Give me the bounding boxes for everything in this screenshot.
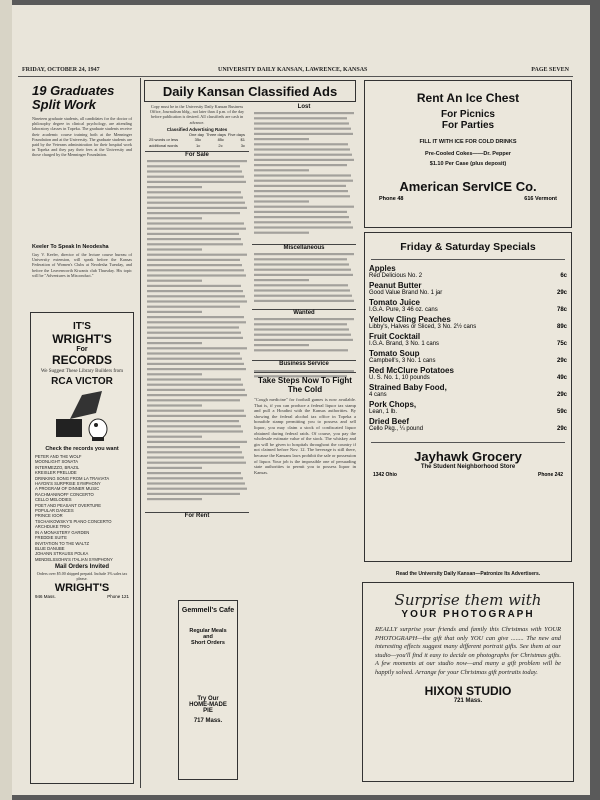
hixon-photo: YOUR PHOTOGRAPH	[401, 609, 535, 620]
fine-print-line	[147, 264, 242, 266]
grocery-item-desc: Good Value Brand No. 1 jar	[369, 290, 443, 296]
fine-print-line	[147, 316, 244, 318]
rca-victor-logo: RCA VICTOR	[51, 376, 113, 387]
grocery-item-name: Tomato Soup	[369, 349, 420, 358]
fine-print-line	[147, 191, 241, 193]
wrights-contact	[31, 594, 133, 599]
grocery-item-desc: I.G.A. Brand, 3 No. 1 cans	[369, 341, 440, 347]
hixon-name: HIXON STUDIO	[424, 683, 512, 698]
keeler-article	[32, 244, 132, 278]
fine-print-line	[147, 482, 245, 484]
fine-print-line	[147, 306, 240, 308]
hixon-address: 721 Mass.	[453, 697, 483, 704]
grocery-item-price: 78c	[556, 307, 567, 313]
fine-print-line	[147, 254, 247, 256]
record-item: TSCHAIKOWSKY'S PIANO CONCERTO	[35, 518, 112, 524]
record-item: PRINCE IGOR	[35, 513, 63, 519]
ice-for-parties: For Parties	[441, 120, 495, 131]
record-item: POPULAR DANCES	[35, 508, 74, 514]
grocery-item-row	[365, 409, 571, 415]
fine-print-line	[254, 284, 348, 286]
fine-print-line	[254, 274, 353, 276]
fine-print-line	[147, 181, 246, 183]
record-item: MOONLIGHT SONATA	[35, 459, 79, 465]
fine-print-line	[254, 117, 347, 119]
gemmell-try: Try Our	[197, 696, 219, 702]
header-page: PAGE SEVEN	[531, 67, 569, 73]
grocery-item-row	[365, 307, 571, 313]
rates-title: Classified Advertising Rates	[166, 126, 228, 132]
header-date: FRIDAY, OCTOBER 24, 1947	[22, 67, 100, 73]
grocery-item-row	[365, 375, 571, 381]
dog-gramophone-icon	[52, 389, 112, 444]
record-item: A PROGRAM OF DINNER MUSIC	[35, 486, 100, 492]
ice-phone: Phone 48	[379, 196, 404, 202]
grocery-item-name: Fruit Cocktail	[369, 332, 421, 341]
fine-print-line	[147, 446, 240, 448]
ice-contact	[365, 194, 571, 204]
grocery-item-desc: Libby's, Halves or Sliced, 3 No. 2½ cans	[369, 324, 477, 330]
page-header	[18, 66, 573, 77]
fine-print-line	[147, 462, 246, 464]
fine-print-line	[254, 164, 347, 166]
record-item: DRINKING SONG FROM LA TRAVIATA	[35, 475, 110, 481]
classified-intro: Copy must be in the University Daily Kansan Business Office, Journalism bldg., not later than 4 p.m. of the day before publication is desired. All classifieds are cash in advance.	[149, 104, 245, 125]
record-item: BLUE DANUBE	[35, 545, 65, 551]
fine-print-line	[147, 436, 202, 438]
wrights-its: IT'S	[73, 321, 91, 332]
rate-row	[145, 143, 249, 148]
adjacent-page-strip	[0, 0, 12, 800]
fine-print-line	[254, 180, 353, 182]
grocery-item-desc: Cello Pkg., ¼ pound	[369, 426, 424, 432]
fine-print-line	[147, 202, 245, 204]
fine-print-line	[254, 226, 353, 228]
fine-print-line	[147, 337, 243, 339]
fine-print-line	[147, 269, 244, 271]
grocery-item-price: 89c	[556, 324, 567, 330]
grocery-item-desc: Red Delicious No. 2	[369, 273, 423, 279]
grocery-item-row	[365, 358, 571, 364]
grocery-name: Jayhawk Grocery	[371, 442, 565, 464]
fine-print-line	[147, 467, 202, 469]
fine-print-line	[254, 221, 351, 223]
gemmell-line2: and	[203, 634, 213, 640]
record-item: POET AND PEASANT OVERTURE	[35, 502, 102, 508]
grocery-item-row	[365, 290, 571, 296]
misc-heading: Miscellaneous	[252, 244, 356, 251]
fine-print-line	[147, 295, 245, 297]
ice-for-picnics: For Picnics	[441, 109, 495, 120]
record-item: RACHMANINOFF CONCERTO	[35, 491, 94, 497]
fine-print-line	[147, 285, 241, 287]
fine-print-line	[254, 349, 348, 351]
grocery-item-row	[365, 426, 571, 432]
record-item: MENDELSSOHN'S ITALIAN SYMPHONY	[35, 556, 113, 562]
grocery-item-name: Yellow Cling Peaches	[369, 315, 451, 324]
fine-print-line	[147, 352, 240, 354]
fine-print-line	[147, 498, 202, 500]
fine-print-line	[254, 232, 309, 234]
fine-print-line	[254, 339, 353, 341]
fine-print-line	[147, 259, 240, 261]
grocery-item-price: 6c	[560, 273, 567, 279]
fine-print-line	[147, 373, 202, 375]
fine-print-line	[254, 263, 349, 265]
record-item: INVITATION TO THE WALTZ	[35, 540, 90, 546]
fine-print-line	[254, 289, 350, 291]
fine-print-line	[147, 243, 243, 245]
grocery-item-price: 29c	[556, 358, 567, 364]
ice-address: 616 Vermont	[524, 196, 557, 202]
grocery-item-name: Dried Beef	[369, 417, 410, 426]
grocery-item-name: Strained Baby Food,	[369, 383, 447, 392]
fine-print-line	[147, 415, 246, 417]
for-rent-heading: For Rent	[145, 512, 249, 519]
fine-print-line	[254, 195, 350, 197]
ice-fill: FILL IT WITH ICE FOR COLD DRINKS	[419, 139, 517, 145]
keeler-body: Guy V. Keeler, director of the lecture course bureau of University extension, will speak before the Kansas Federation of Women's Clubs at Neodesha Tuesday, and before the Leavenworth Kiwanis club Thursday. His topic will be "Adventures in Misconduct."	[32, 252, 132, 278]
steps-body: "Cough medicine" for football games is now available. That is, if you can produce a federal liquor tax stamp and pull a Houdini with the Kansas authorities. By showing the federal alcohol tax office in Topeka a bonafide stamp permitting you to possess and sell liquor, you may claim a stock of confiscated liquor obtained during federal raids. Of course, you pay the wholesale estimate value of the stock. The whiskey and gin will be given to hospitals throughout the country if not claimed before Nov. 12. The beverage is still there, because the Kansans laws prohibit the sale or possession of liquor. Your job is the impossible one of persuading state authorities to permit you to possess liquor in Kansas.	[254, 397, 356, 475]
fine-print-line	[147, 394, 247, 396]
lost-heading: Lost	[297, 104, 311, 110]
rate-row-label: additional words	[149, 142, 178, 148]
record-item: PETER AND THE WOLF	[35, 454, 82, 459]
check-records-label: Check the records you want	[45, 446, 119, 452]
fine-print-line	[147, 420, 239, 422]
steps-article	[254, 372, 356, 475]
hixon-script: Surprise them with	[394, 591, 542, 609]
wrights-ad	[30, 312, 134, 784]
grocery-item-name: Tomato Juice	[369, 298, 420, 307]
fine-print-line	[147, 326, 239, 328]
rate-column-label: One day	[188, 131, 205, 137]
ice-title: Rent An Ice Chest	[416, 91, 520, 105]
fine-print-line	[254, 258, 347, 260]
wrights-name: WRIGHT'S	[52, 332, 112, 346]
wrights-address: 946 Mass.	[35, 594, 56, 600]
rate-value: 35c	[194, 137, 202, 143]
grocery-item-desc: Campbell's, 3 No. 1 cans	[369, 358, 436, 364]
fine-print-line	[254, 279, 309, 281]
records-list	[35, 454, 129, 562]
ice-cokes: Pre-Cooled Cokes——Dr. Pepper	[425, 151, 511, 157]
fine-print-line	[254, 269, 351, 271]
fine-print-line	[147, 222, 244, 224]
fine-print-line	[147, 248, 202, 250]
fine-print-line	[254, 323, 347, 325]
fine-print-line	[147, 488, 247, 490]
fine-print-line	[147, 368, 246, 370]
grocery-item-price: 59c	[556, 409, 567, 415]
grocery-item-price: 75c	[556, 341, 567, 347]
rate-value: 3c	[240, 142, 245, 148]
fine-print-line	[147, 176, 244, 178]
ice-company: American ServICE Co.	[399, 179, 537, 194]
graduates-article	[32, 84, 132, 158]
fine-print-line	[254, 169, 309, 171]
record-item: ARCHDUKE TRIO	[35, 524, 70, 530]
fine-print-line	[254, 216, 349, 218]
fine-print-line	[147, 217, 202, 219]
wrights-phone: Phone 121	[107, 594, 129, 600]
grocery-contact	[365, 470, 571, 480]
ice-chest-ad	[364, 80, 572, 228]
grocery-item-desc: I.G.A. Pure, 3 46 oz. cans	[369, 307, 438, 313]
grocery-item-name: Peanut Butter	[369, 281, 422, 290]
header-paper: UNIVERSITY DAILY KANSAN, LAWRENCE, KANSAS	[218, 67, 368, 73]
rate-value: 1c	[196, 142, 201, 148]
grocery-ad	[364, 232, 572, 562]
fine-print-line	[254, 211, 347, 213]
grocery-address: 1342 Ohio	[373, 472, 397, 478]
fine-print-line	[147, 342, 202, 344]
fine-print-line	[147, 321, 246, 323]
fine-print-line	[147, 456, 244, 458]
fine-print-line	[147, 472, 241, 474]
fine-print-line	[147, 347, 247, 349]
wrights-for: For	[76, 346, 88, 353]
fine-print-line	[147, 363, 244, 365]
fine-print-line	[254, 318, 354, 320]
rate-value: 2c	[218, 142, 223, 148]
record-item: JOHANN STRAUSS POLKA	[35, 551, 89, 557]
fine-print-line	[254, 122, 349, 124]
fine-print-line	[254, 138, 309, 140]
fine-print-line	[254, 206, 354, 208]
fine-print-line	[254, 300, 354, 302]
grocery-item-name: Red McClure Potatoes	[369, 366, 454, 375]
fine-print-line	[147, 404, 202, 406]
fine-print-line	[254, 253, 354, 255]
fine-print-line	[147, 228, 246, 230]
fine-print-line	[147, 493, 240, 495]
gemmell-name: Gemmell's Cafe	[181, 607, 235, 614]
rate-value: 85c	[217, 137, 225, 143]
ice-price: $1.10 Per Case (plus deposit)	[429, 161, 507, 167]
grocery-items	[365, 264, 571, 432]
fine-print-line	[147, 165, 240, 167]
gemmell-line1: Regular Meals	[189, 628, 227, 634]
fine-print-line	[147, 238, 241, 240]
grocery-item-price: 29c	[556, 290, 567, 296]
grocery-item-desc: 4 cans	[369, 392, 387, 398]
mail-orders: Mail Orders Invited	[54, 564, 109, 571]
fine-print-line	[147, 160, 247, 162]
fine-print-line	[147, 212, 240, 214]
read-kansan-line: Read the University Daily Kansan—Patronize Its Advertisers.	[395, 571, 541, 577]
grocery-item-name: Apples	[369, 264, 396, 273]
fine-print-line	[254, 200, 309, 202]
record-item: CELLO MELODIES	[35, 497, 72, 503]
grocery-item-desc: Lean, 1 lb.	[369, 409, 398, 415]
fine-print-line	[254, 344, 309, 346]
keeler-headline: Keeler To Speak In Neodesha	[32, 244, 109, 250]
fine-print-line	[147, 332, 241, 334]
fine-print-line	[147, 389, 245, 391]
business-heading: Business Service	[252, 360, 356, 367]
grocery-item-row	[365, 392, 571, 398]
fine-print-line	[147, 410, 244, 412]
rate-value: $1	[240, 137, 245, 143]
column-rule	[140, 78, 141, 788]
gemmell-ad	[178, 600, 238, 780]
fine-print-line	[147, 399, 240, 401]
grocery-item-price: 49c	[556, 375, 567, 381]
gemmell-pie1: HOME-MADE	[189, 702, 227, 708]
fine-print-line	[254, 128, 351, 130]
grocery-item-name: Pork Chops,	[369, 400, 417, 409]
fine-print-line	[254, 112, 354, 114]
fine-print-line	[254, 154, 352, 156]
fine-print-line	[254, 295, 352, 297]
record-item: IN A MONASTERY GARDEN	[35, 529, 90, 535]
fine-print-line	[147, 358, 242, 360]
grocery-title: Friday & Saturday Specials	[371, 241, 565, 260]
wrights-tagline: We Suggest These Library Builders from	[40, 369, 124, 374]
fine-print-line	[147, 430, 243, 432]
grocery-item-row	[365, 273, 571, 279]
fine-print-line	[147, 384, 243, 386]
fine-print-line	[147, 378, 241, 380]
fine-print-line	[147, 233, 239, 235]
record-item: INTERMEZZO, BRAZIL	[35, 464, 80, 470]
fine-print-line	[147, 280, 202, 282]
fine-print-line	[254, 190, 348, 192]
fine-print-line	[147, 186, 202, 188]
fine-print-line	[254, 133, 353, 135]
fine-print-line	[147, 441, 247, 443]
fine-print-line	[147, 290, 243, 292]
fine-print-line	[254, 334, 351, 336]
graduates-headline: 19 Graduates Split Work	[32, 83, 115, 112]
rate-row-label: 25 words or less	[149, 137, 179, 143]
fine-print-line	[147, 300, 247, 302]
gemmell-address: 717 Mass.	[193, 718, 223, 724]
fine-print-line	[147, 196, 243, 198]
grocery-item-desc: U. S. No. 1, 10 pounds	[369, 375, 430, 381]
for-sale-heading: For Sale	[145, 151, 249, 158]
grocery-item-row	[365, 324, 571, 330]
for-sale-listings	[145, 158, 249, 512]
grocery-tagline: The Student Neighborhood Store	[420, 464, 516, 470]
graduates-body: Nineteen graduate students, all candidates for the doctor of philosophy degree in clinical psychology, are attending laboratory classes in Topeka. The graduate students receive their academic course training both at the Menninger Foundation and at the University. The graduate students are paid by the Veterans administration for their hospital work in Topeka and they pay their fees at the University and those charged by the Menninger Foundation.	[32, 116, 132, 158]
record-item: FREDDIE SUITE	[35, 535, 67, 541]
wanted-heading: Wanted	[252, 309, 356, 316]
fine-print-line	[254, 148, 350, 150]
grocery-item-price: 29c	[556, 392, 567, 398]
classified-col-2	[252, 104, 356, 386]
fine-print-line	[254, 143, 348, 145]
classified-title-box	[144, 80, 356, 102]
fine-print-line	[254, 185, 346, 187]
grocery-item-row	[365, 341, 571, 347]
fine-print-line	[147, 451, 242, 453]
wrights-footer-name: WRIGHT'S	[54, 582, 110, 595]
record-item: HAYDN'S SURPRISE SYMPHONY	[35, 481, 101, 487]
steps-headline: Take Steps Now To Fight The Cold	[258, 376, 352, 394]
rate-column-label: Three days	[205, 131, 226, 137]
fine-print-line	[254, 174, 351, 176]
fine-print-line	[254, 328, 349, 330]
fine-print-line	[147, 425, 241, 427]
fine-print-line	[147, 207, 247, 209]
fine-print-line	[147, 274, 246, 276]
wrights-records: RECORDS	[51, 353, 112, 367]
fine-print-line	[147, 311, 202, 313]
fine-print-line	[147, 170, 242, 172]
gemmell-line3: Short Orders	[191, 640, 225, 646]
mail-note: Orders over $5.00 shipped prepaid. Include 3% sales tax please.	[36, 571, 128, 582]
rates-table	[145, 132, 249, 148]
fine-print-line	[254, 159, 354, 161]
classified-title: Daily Kansan Classified Ads	[162, 84, 338, 99]
record-item: KREISLER PRELUDE	[35, 470, 77, 476]
grocery-item-price: 29c	[556, 426, 567, 432]
gemmell-pie2: PIE	[203, 708, 213, 714]
grocery-phone: Phone 242	[537, 472, 563, 478]
hixon-ad	[362, 582, 574, 782]
hixon-body: REALLY surprise your friends and family this Christmas with YOUR PHOTOGRAPH—the gift that only YOU can give ........ The new and interesting effects suggest many different portrait gifts. See them at our studio—you'll find it easy to decide on photographs for Christmas gifts. A few moments at our studio now—and many a gift problem will be happily solved. Arrange for your Christmas gift portraits today.	[375, 626, 561, 676]
rate-column-label: Five days	[227, 131, 245, 137]
fine-print-line	[147, 477, 243, 479]
